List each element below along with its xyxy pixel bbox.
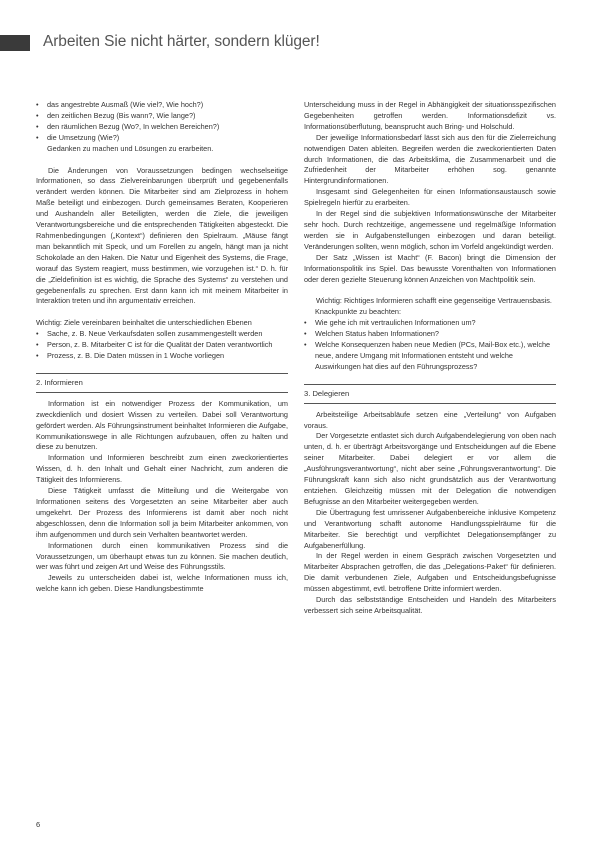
paragraph: Diese Tätigkeit umfasst die Mitteilung und die Weitergabe von Informationen seitens des Vorgesetzten an seine Mitarbeiter aber auch umgekehrt. Der Prozess des Informierens ist damit aber noch nicht abgeschlossen, denn die Information soll ja beim Mitarbeiter ankommen, von ihm aufgenommen und durch sein Verhalten beantwortet werden. [36,486,288,539]
paragraph: Die Übertragung fest umrissener Aufgabenbereiche inklusive Kompetenz und Verantwortung schafft autonome Handlungsspielräume für die Mitarbeiter. Sie berechtigt und verpflichtet Delegationsempfänger zu Aufgabenerfüllung. [304,507,556,550]
list-item: • Person, z. B. Mitarbeiter C ist für die Qualität der Daten verantwortlich [36,340,288,351]
right-column [304,100,556,617]
section-heading: 3. Delegieren [304,384,556,404]
list-item: • den zeitlichen Bezug (Bis wann?, Wie lange?) [36,111,288,122]
paragraph: Arbeitsteilige Arbeitsabläufe setzen eine „Verteilung“ von Aufgaben voraus. [304,409,556,430]
header-bar [0,35,30,51]
page-title: Arbeiten Sie nicht härter, sondern klüger! [43,33,320,50]
list-item: • Welche Konsequenzen haben neue Medien (PCs, Mail-Box etc.), welche neue, andere Umgang mit Informationen entsteht und welche Auswirkungen hat dies auf den Führungsprozess? [304,340,556,373]
paragraph: Der jeweilige Informationsbedarf lässt sich aus den für die Zielerreichung notwendigen Daten ableiten. Begreifen werden die zweckorientierten Daten durch Informationen, die das Arbeitsklima, die Zusammenarbeit und die Zufriedenheit der Mitarbeiter erhöhen sog. genannte Hintergrundinformationen. [304,132,556,186]
paragraph: Der Vorgesetzte entlastet sich durch Aufgabendelegierung von oben nach unten, d. h. er überträgt Arbeitsvorgänge und Entscheidungen auf die Ebene seiner Mitarbeiter. Dabei delegiert er vor allem die „Ausführungsverantwortung“, nicht aber seine „Führungsverantwortung“. Die Führungskraft kann sich also nicht grundsätzlich aus der Verantwortung entziehen. Gleichzeitig müssen mit der Delegation die notwendigen Befugnisse an den Mitarbeiter weitergegeben werden. [304,431,556,506]
list-item: • die Umsetzung (Wie?) [36,133,288,144]
paragraph: In der Regel sind die subjektiven Informationswünsche der Mitarbeiter sehr hoch. Durch rechtzeitige, angemessene und regelmäßige Information werden sie in Aufgabenstellungen einbezogen und daran beteiligt. Veränderungen sollten, wenn möglich, schon im Vorfeld angekündigt werden. [304,209,556,251]
paragraph: Informationen durch einen kommunikativen Prozess sind die Voraussetzungen, um überhaupt etwas tun zu können. Sie machen deutlich, wer was führt und zeigen Art und Weise des Führungsstils. [36,540,288,572]
paragraph: Die Änderungen von Voraussetzungen bedingen wechselseitige Informationen, so dass Zielvereinbarungen überprüft und gegebenenfalls verändert werden können. Die Mitarbeiter sind am Zielprozess in hohem Maße beteiligt und einbezogen. Durch gemeinsames Beraten, Kooperieren und Aushandeln aller Beteiligten, werden die Ziele, die jeweiligen Verantwortungsbereiche und die entsprechenden Tätigkeiten abgesteckt. Die Rahmenbedingungen („Kontext“) definieren den Spielraum. „Mäuse fängt man bekanntlich mit Speck, und um Forellen zu angeln, hängt man ja nicht Schokolade an den Haken. Die Natur und Eigenheit des Systems, die Frage, worauf das System reagiert, muss bestimmen, wie vorzugehen ist.“ D. h. für die „Zieldefinition ist es wichtig, die Sprache des Systems“ zu verstehen und gegebenenfalls zu sprechen. Erst dann kann ich mit meinem Mitarbeiter in Interaktion treten und ihn argumentativ erreichen. [36,165,288,306]
goal-aspects-list [36,100,288,144]
levels-list [36,329,288,362]
page-number: 6 [36,820,41,829]
list-item: • Wie gehe ich mit vertraulichen Informationen um? [304,318,556,329]
list-item: • das angestrebte Ausmaß (Wie viel?, Wie hoch?) [36,100,288,111]
list-item: • Prozess, z. B. Die Daten müssen in 1 Woche vorliegen [36,351,288,362]
note-text: Wichtig: Ziele vereinbaren beinhaltet die unterschiedlichen Ebenen [36,318,252,328]
key-points-list [304,318,556,373]
paragraph: Der Satz „Wissen ist Macht“ (F. Bacon) bringt die Dimension der Informationspolitik ins Spiel. Das bewusste Vorenthalten von Informationen oder deren gezielte Steuerung können Anzeichen von Machtpolitik sein. [304,252,556,284]
list-item: • den räumlichen Bezug (Wo?, In welchen Bereichen?) [36,122,288,133]
left-column [36,100,288,595]
paragraph: Information und Informieren beschreibt zum einen zweckorientiertes Wissen, d. h. den Inhalt und Gehalt einer Nachricht, zum anderen die Tätigkeit des Informierens. [36,453,288,485]
paragraph: Unterscheidung muss in der Regel in Abhängigkeit der situationsspezifischen Gegebenheiten getroffen werden. Informationsdefizit vs. Informationsüberflutung, beansprucht auch Bring- und Holschuld. [304,100,556,131]
list-item: • Sache, z. B. Neue Verkaufsdaten sollen zusammengestellt werden [36,329,288,340]
note-text: Wichtig: Richtiges Informieren schafft eine gegenseitige Vertrauensbasis. [316,296,552,306]
paragraph: Information ist ein notwendiger Prozess der Kommunikation, um zweckdienlich und dosiert Wissen zu verteilen. Dabei soll Verantwortung gefördert werden. Als Führungsinstrument beinhaltet Informieren die Aufgabe, Kommunikationswege in alle Richtungen aufzubauen, offen zu halten und diese zu benutzen. [36,398,288,452]
list-continuation: Gedanken zu machen und Lösungen zu erarbeiten. [47,143,214,153]
paragraph: Insgesamt sind Gelegenheiten für einen Informationsaustausch sowie Spielregeln hierfür zu erarbeiten. [304,187,556,208]
section-heading: 2. Informieren [36,373,288,393]
paragraph: Durch das selbstständige Entscheiden und Handeln des Mitarbeiters verbessert sich seine Arbeitsqualität. [304,595,556,615]
paragraph: In der Regel werden in einem Gespräch zwischen Vorgesetzten und Mitarbeiter Absprachen getroffen, die das „Delegations-Paket“ für definieren. Die damit verbundenen Ziele, Aufgaben und Entscheidungsbefugnisse müssen abgestimmt, evtl. betroffene Dritte informiert werden. [304,551,556,594]
list-item: • Welchen Status haben Informationen? [304,329,556,340]
note-subheading: Knackpunkte zu beachten: [315,307,402,317]
paragraph: Jeweils zu unterscheiden dabei ist, welche Informationen muss ich, welche kann ich geben. Diese Handlungsbestimmte [36,573,288,594]
